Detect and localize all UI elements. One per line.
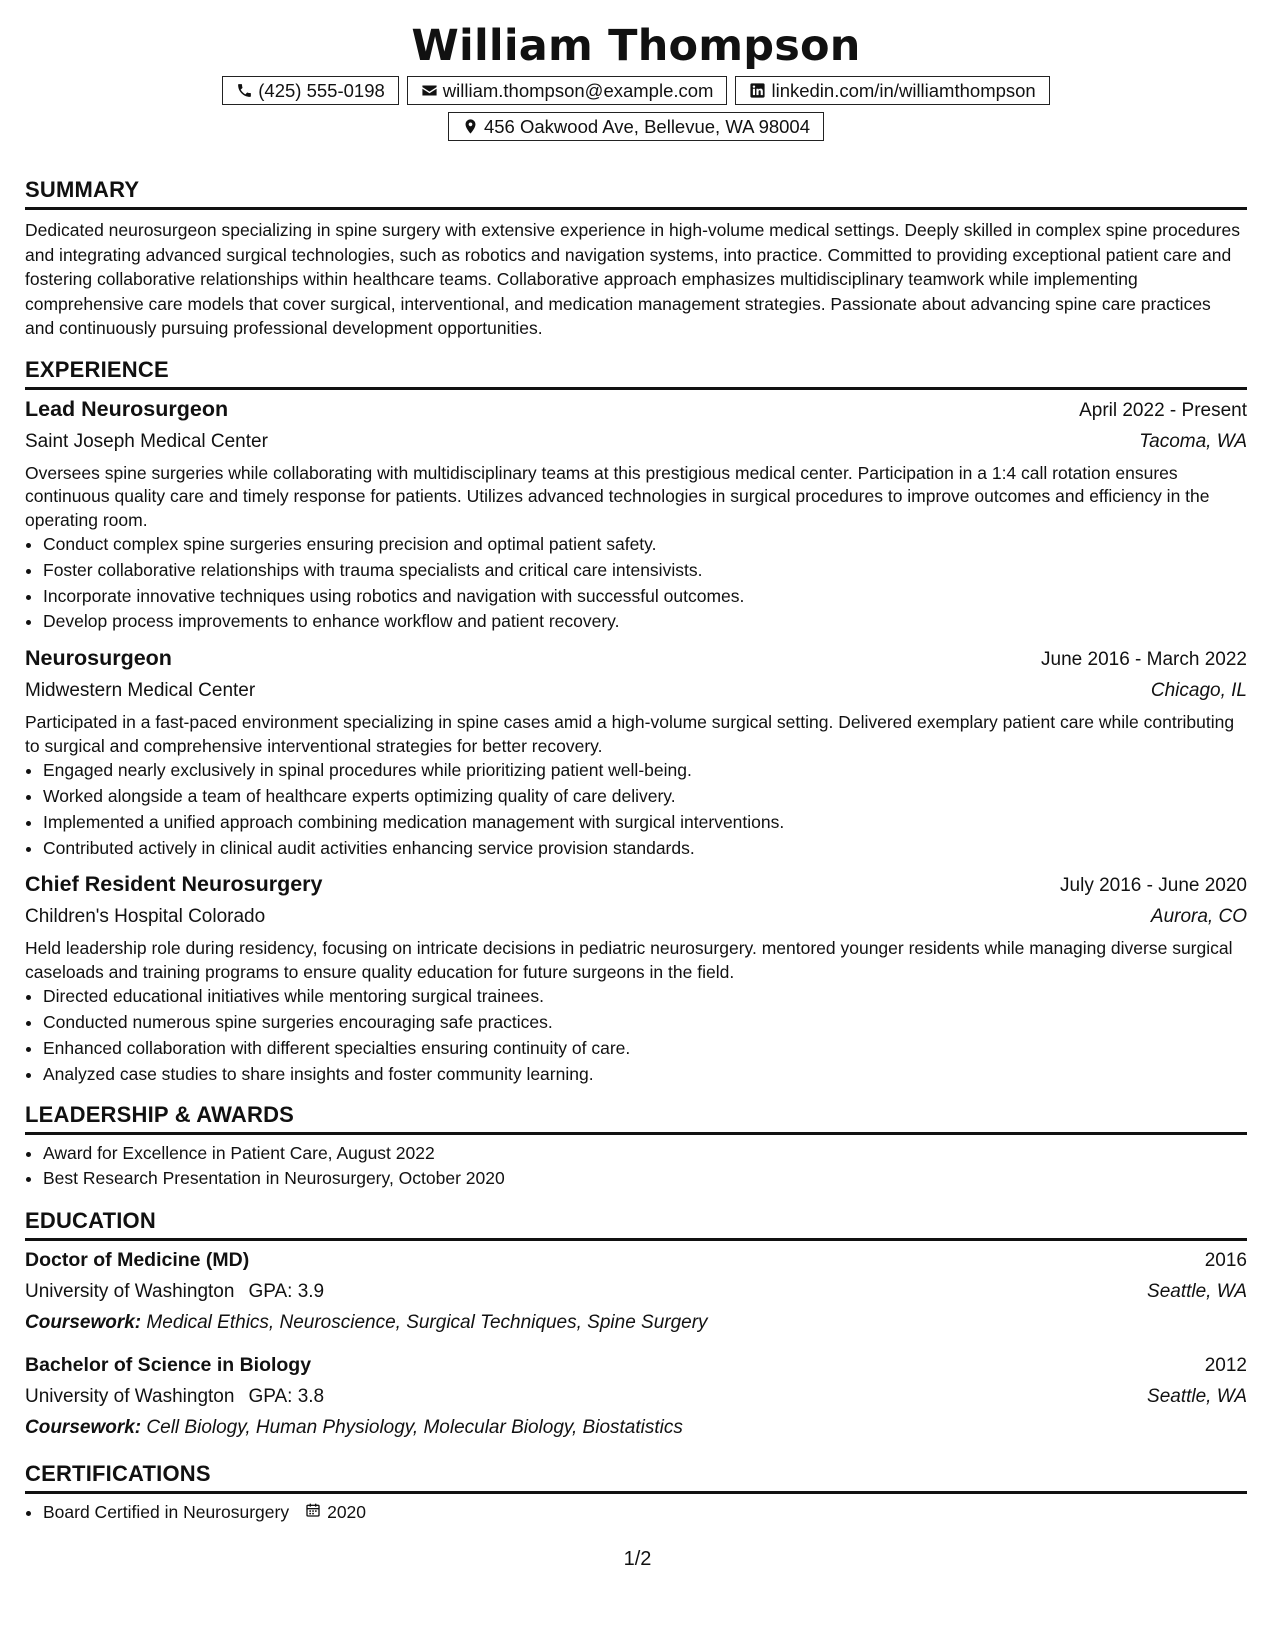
list-item	[43, 1500, 1247, 1526]
job-dates: April 2022 - Present	[1079, 399, 1247, 421]
coursework	[25, 1413, 1247, 1443]
coursework-label: Coursework:	[25, 1312, 142, 1334]
email-chip[interactable]	[407, 76, 728, 105]
job-organization: Saint Joseph Medical Center	[25, 430, 268, 452]
list-item: • Conducted numerous spine surgeries encouraging safe practices.	[43, 1010, 1247, 1036]
school-location: Seattle, WA	[1147, 1386, 1247, 1408]
job-description: Held leadership role during residency, focusing on intricate decisions in pediatric neurosurgery. mentored younger residents while managing diverse surgical caseloads and training programs to ensure quality education for future surgeons in the field.	[25, 938, 1233, 982]
job-entry	[25, 869, 1247, 1087]
gpa: GPA: 3.9	[248, 1281, 325, 1303]
list-item: • Implemented a unified approach combining medication management with surgical interventions.	[43, 810, 1247, 836]
phone-icon	[236, 82, 253, 99]
contact-row	[25, 76, 1247, 105]
list-item: • Analyzed case studies to share insights and foster community learning.	[43, 1062, 1247, 1088]
list-item: • Conduct complex spine surgeries ensuring precision and optimal patient safety.	[43, 532, 1247, 558]
gpa: GPA: 3.8	[248, 1386, 325, 1408]
experience-section	[25, 355, 1247, 1088]
section-title-summary: SUMMARY	[25, 175, 1247, 210]
list-item: • Directed educational initiatives while mentoring surgical trainees.	[43, 984, 1247, 1010]
page-number: 1/2	[623, 1548, 652, 1570]
phone-chip[interactable]	[222, 76, 399, 105]
degree-title: Doctor of Medicine (MD)	[25, 1249, 250, 1272]
list-item: • Foster collaborative relationships with trauma specialists and critical care intensivists.	[43, 558, 1247, 584]
job-dates: July 2016 - June 2020	[1060, 875, 1247, 897]
coursework-list: Cell Biology, Human Physiology, Molecular Biology, Biostatistics	[146, 1417, 683, 1439]
job-dates: June 2016 - March 2022	[1041, 649, 1247, 671]
list-item: • Best Research Presentation in Neurosurgery, October 2020	[43, 1166, 1247, 1192]
calendar-icon	[295, 1500, 321, 1526]
list-item: • Develop process improvements to enhance workflow and patient recovery.	[43, 609, 1247, 635]
education-entry	[25, 1245, 1247, 1338]
job-location: Tacoma, WA	[1139, 430, 1247, 452]
job-title: Chief Resident Neurosurgery	[25, 872, 323, 897]
job-description: Oversees spine surgeries while collaborating with multidisciplinary teams at this prestigious medical center. Participation in a 1:4 call rotation ensures continuous quality care and timely response for patients. Utilizes advanced technologies in surgical procedures to improve outcomes and efficiency in the operating room.	[25, 462, 1210, 530]
job-description: Participated in a fast-paced environment specializing in spine cases amid a high-volume surgical setting. Delivered exemplary patient care while contributing to surgical and comprehensive interventional strategies for better recovery.	[25, 712, 1235, 756]
summary-section	[25, 175, 1247, 341]
section-title-education: EDUCATION	[25, 1206, 1247, 1241]
summary-text: Dedicated neurosurgeon specializing in spine surgery with extensive experience in high-volume medical settings. Deeply skilled in complex spine procedures and integrating advanced surgical technologies, such as robotics and navigation systems, into practice. Committed to providing exceptional patient care and fostering collaborative relationships within healthcare teams. Collaborative approach emphasizes multidisciplinary teamwork while implementing comprehensive care models that cover surgical, interventional, and medication management strategies. Passionate about advancing spine care practices and continuously pursuing professional development opportunities.	[25, 220, 1240, 338]
resume-page	[25, 18, 1247, 1526]
awards-section	[25, 1100, 1247, 1193]
certification-year: 2020	[327, 1502, 367, 1523]
list-item: • Award for Excellence in Patient Care, August 2022	[43, 1141, 1247, 1167]
job-organization: Midwestern Medical Center	[25, 680, 256, 702]
job-location: Chicago, IL	[1150, 680, 1247, 702]
list-item: • Worked alongside a team of healthcare experts optimizing quality of care delivery.	[43, 784, 1247, 810]
linkedin-chip[interactable]	[735, 76, 1049, 105]
email-text: william.thompson@example.com	[442, 79, 714, 101]
awards-list	[25, 1141, 1247, 1193]
job-title: Lead Neurosurgeon	[25, 396, 229, 421]
job-organization: Children's Hospital Colorado	[25, 906, 266, 928]
school-location: Seattle, WA	[1147, 1281, 1247, 1303]
section-title-certifications: CERTIFICATIONS	[25, 1459, 1247, 1494]
contact-row-2	[25, 112, 1247, 141]
education-entry	[25, 1350, 1247, 1443]
address-chip	[448, 112, 824, 141]
address-text: 456 Oakwood Ave, Bellevue, WA 98004	[483, 115, 811, 137]
job-location: Aurora, CO	[1150, 906, 1247, 928]
school-name: University of Washington	[25, 1386, 235, 1408]
certifications-section	[25, 1459, 1247, 1526]
school-name: University of Washington	[25, 1281, 235, 1303]
job-bullets	[25, 758, 1247, 861]
job-bullets	[25, 984, 1247, 1087]
linkedin-text: linkedin.com/in/williamthompson	[771, 79, 1036, 101]
job-bullets	[25, 532, 1247, 635]
list-item: • Incorporate innovative techniques using robotics and navigation with successful outcomes.	[43, 584, 1247, 610]
degree-year: 2016	[1204, 1250, 1247, 1272]
education-section	[25, 1206, 1247, 1443]
certifications-list	[25, 1500, 1247, 1526]
section-title-awards: LEADERSHIP & AWARDS	[25, 1100, 1247, 1135]
linkedin-icon	[749, 82, 766, 99]
school-line	[25, 1381, 324, 1413]
section-title-experience: EXPERIENCE	[25, 355, 1247, 390]
list-item: • Enhanced collaboration with different specialties ensuring continuity of care.	[43, 1036, 1247, 1062]
job-title: Neurosurgeon	[25, 646, 172, 671]
envelope-icon	[421, 82, 438, 99]
list-item: • Contributed actively in clinical audit activities enhancing service provision standards.	[43, 836, 1247, 862]
candidate-name: William Thompson	[411, 21, 861, 71]
coursework-list: Medical Ethics, Neuroscience, Surgical Techniques, Spine Surgery	[146, 1312, 708, 1334]
job-entry	[25, 394, 1247, 636]
degree-title: Bachelor of Science in Biology	[25, 1354, 312, 1377]
certification-name: • Board Certified in Neurosurgery	[43, 1502, 290, 1523]
school-line	[25, 1276, 324, 1308]
coursework	[25, 1308, 1247, 1338]
degree-year: 2012	[1204, 1355, 1247, 1377]
job-entry	[25, 643, 1247, 861]
list-item: • Engaged nearly exclusively in spinal procedures while prioritizing patient well-being.	[43, 758, 1247, 784]
coursework-label: Coursework:	[25, 1417, 142, 1439]
phone-text: (425) 555-0198	[258, 79, 385, 101]
map-marker-icon	[462, 118, 479, 135]
